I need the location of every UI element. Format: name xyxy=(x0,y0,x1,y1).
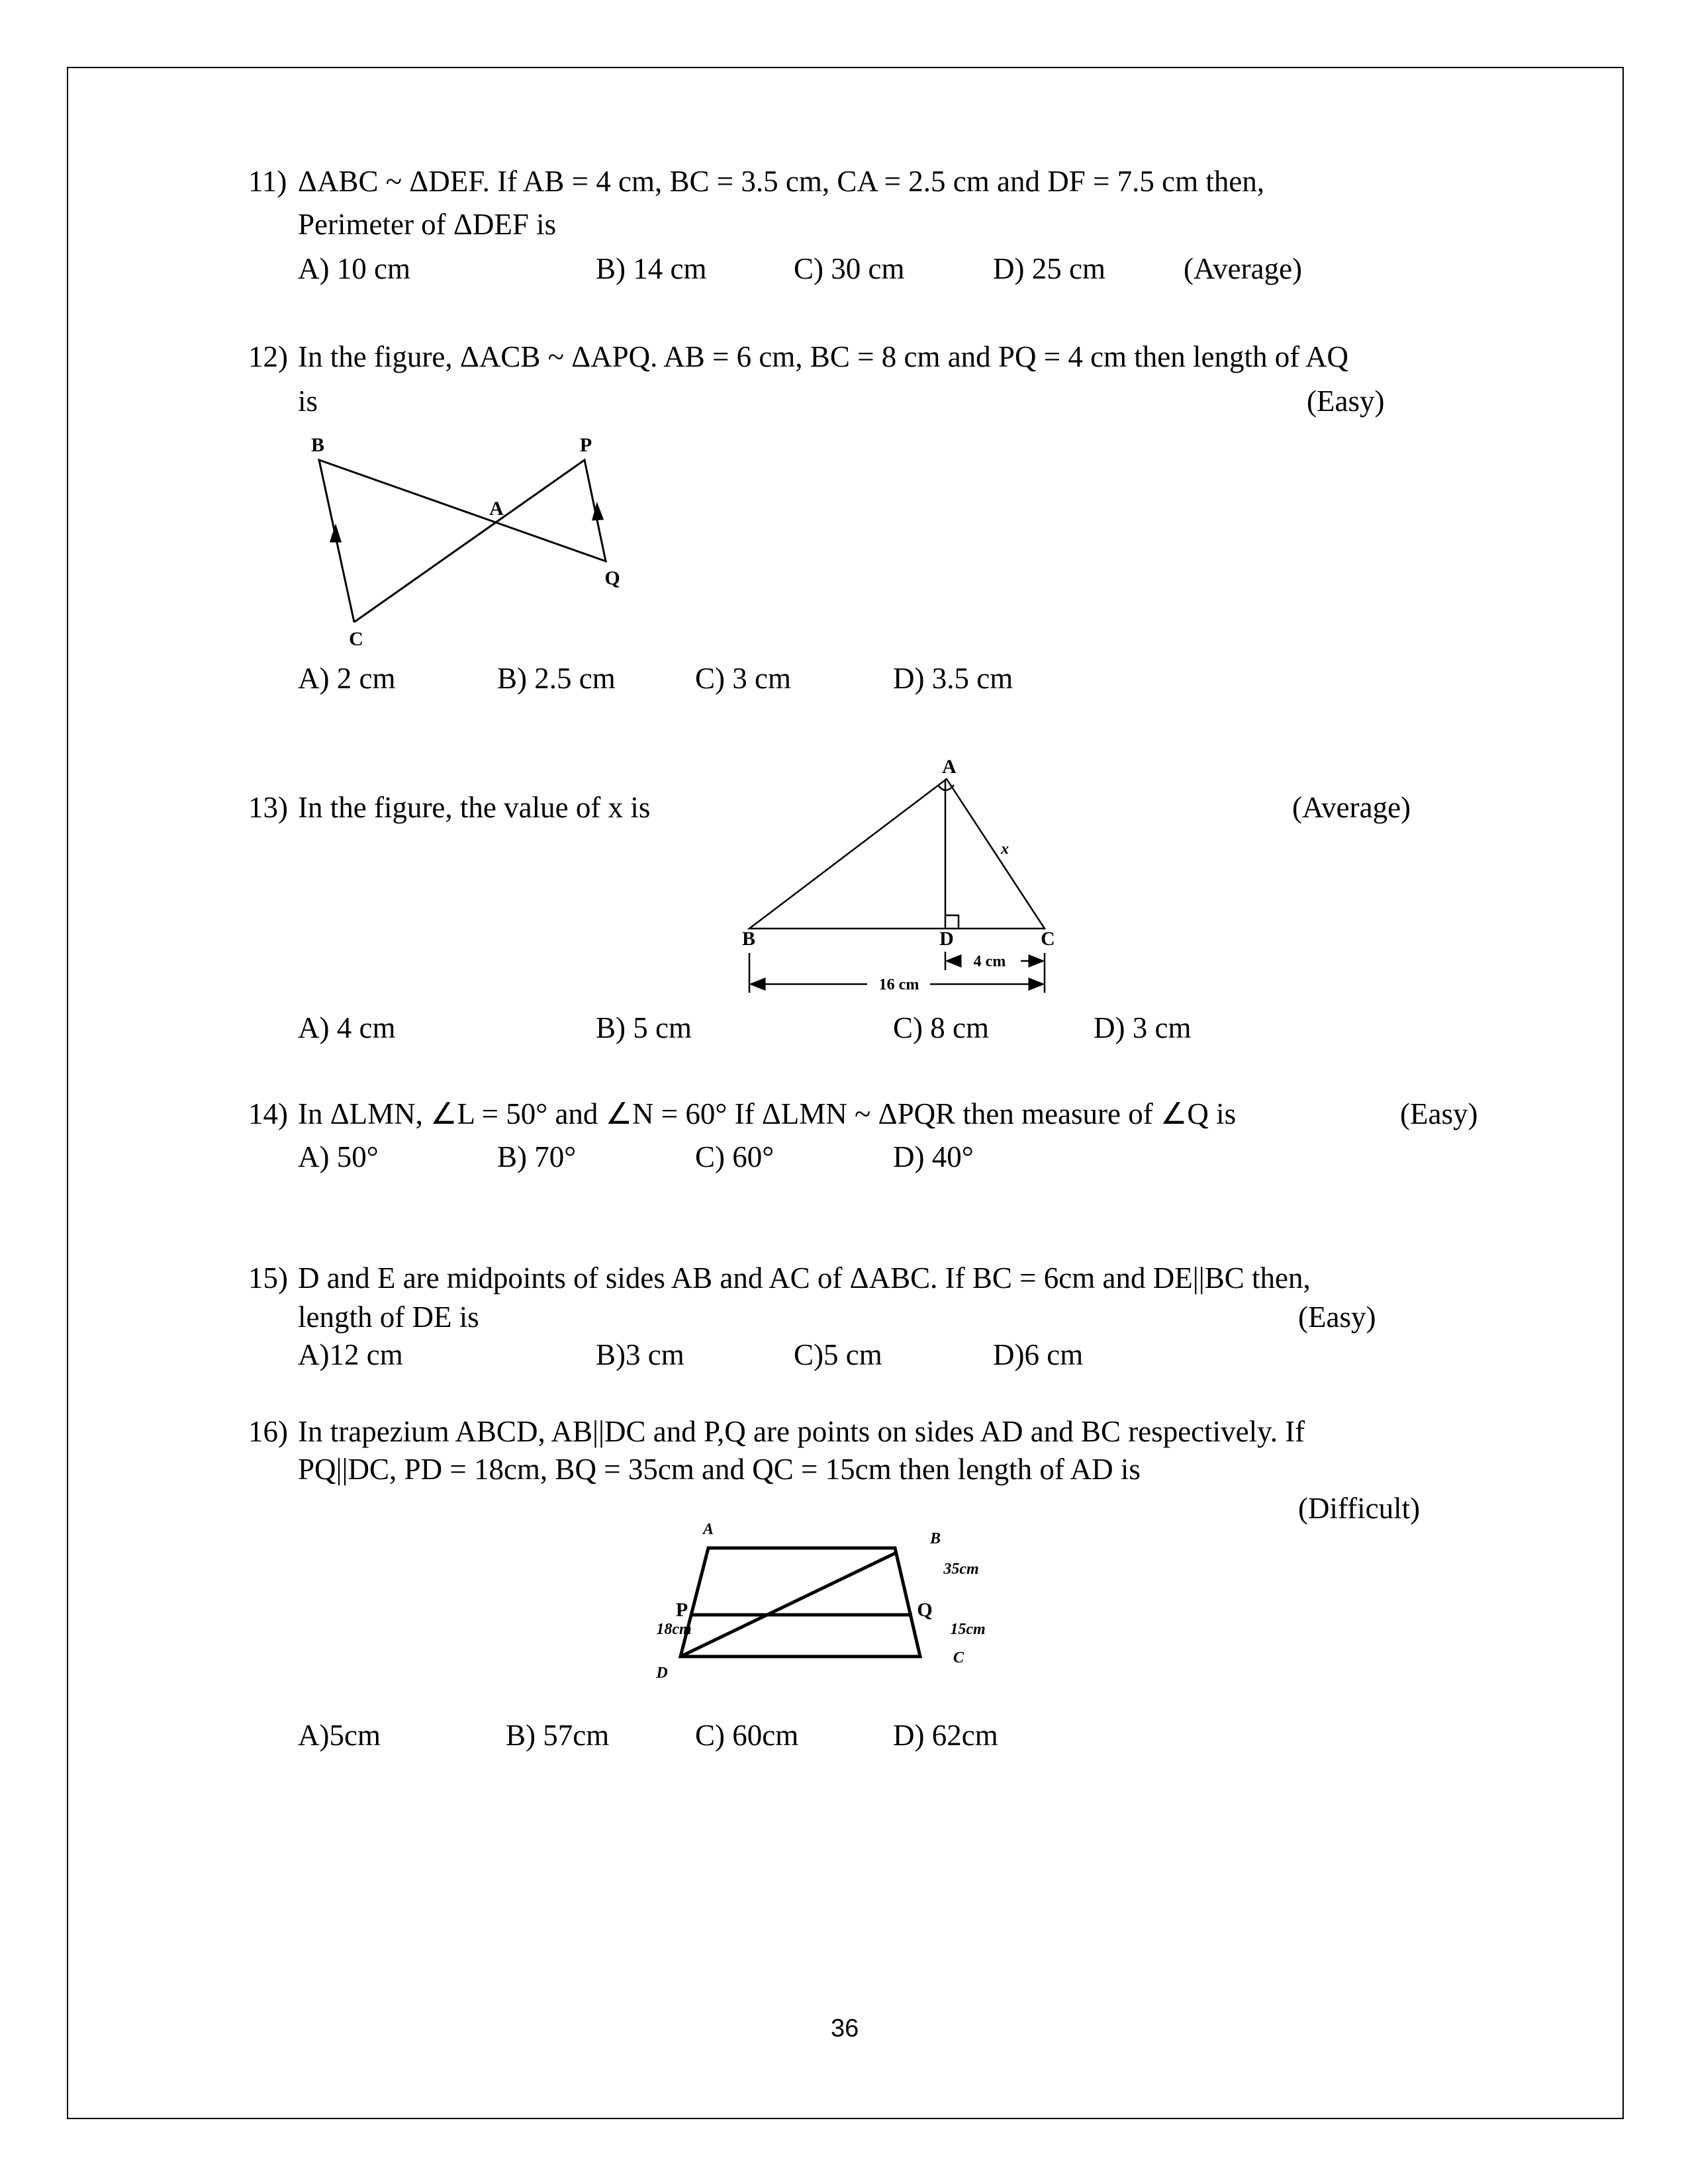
q13-label-16cm: 16 cm xyxy=(878,976,919,993)
q11-option-b: B) 14 cm xyxy=(596,252,707,285)
q13-label-b: B xyxy=(741,928,756,950)
q14-option-c: C) 60° xyxy=(695,1140,774,1173)
q12-label-a: A xyxy=(489,498,504,520)
q13-label-a: A xyxy=(942,756,957,778)
q11-text-line2: Perimeter of ΔDEF is xyxy=(298,208,557,241)
q12-option-d: D) 3.5 cm xyxy=(893,662,1013,695)
q11-difficulty: (Average) xyxy=(1184,252,1303,285)
q15-option-b: B)3 cm xyxy=(596,1338,684,1371)
q15-option-c: C)5 cm xyxy=(794,1338,882,1371)
q12-option-a: A) 2 cm xyxy=(298,662,396,695)
q14-text: In ΔLMN, ∠L = 50° and ∠N = 60° If ΔLMN ~ ΔPQR then measure of ∠Q is xyxy=(298,1097,1237,1130)
q12-option-c: C) 3 cm xyxy=(695,662,791,695)
q12-text-line1: In the figure, ΔACB ~ ΔAPQ. AB = 6 cm, BC = 8 cm and PQ = 4 cm then length of AQ xyxy=(298,340,1348,373)
q16-option-c: C) 60cm xyxy=(695,1719,799,1752)
q12-number: 12) xyxy=(248,340,288,373)
q13-option-b: B) 5 cm xyxy=(596,1011,692,1044)
q16-label-p: P xyxy=(675,1599,688,1621)
q16-difficulty: (Difficult) xyxy=(1298,1492,1421,1525)
q11-option-d: D) 25 cm xyxy=(993,252,1105,285)
q12-label-b: B xyxy=(310,434,325,456)
q13-text: In the figure, the value of x is xyxy=(298,791,651,824)
q11-option-c: C) 30 cm xyxy=(794,252,905,285)
q15-number: 15) xyxy=(248,1261,288,1295)
page-number: 36 xyxy=(831,2015,859,2042)
q14-number: 14) xyxy=(248,1097,288,1130)
q14-option-b: B) 70° xyxy=(497,1140,577,1173)
q13-label-c: C xyxy=(1041,928,1055,950)
q13-label-d: D xyxy=(939,928,954,950)
q16-label-15cm: 15cm xyxy=(950,1621,986,1638)
q12-label-c: C xyxy=(349,628,363,650)
q11-text-line1: ΔABC ~ ΔDEF. If AB = 4 cm, BC = 3.5 cm, CA = 2.5 cm and DF = 7.5 cm then, xyxy=(298,165,1265,198)
q16-label-35cm: 35cm xyxy=(943,1561,979,1578)
q16-label-d: D xyxy=(656,1664,668,1682)
q15-difficulty: (Easy) xyxy=(1298,1300,1376,1334)
q14-option-a: A) 50° xyxy=(298,1140,379,1173)
q12-option-b: B) 2.5 cm xyxy=(497,662,616,695)
q15-text-line2: length of DE is xyxy=(298,1300,479,1334)
q13-option-a: A) 4 cm xyxy=(298,1011,396,1044)
q12-label-p: P xyxy=(579,434,592,456)
q16-label-b: B xyxy=(929,1530,941,1547)
q12-text-line2: is xyxy=(298,385,318,418)
q16-option-d: D) 62cm xyxy=(893,1719,998,1752)
q15-option-a: A)12 cm xyxy=(298,1338,403,1371)
q16-option-b: B) 57cm xyxy=(506,1719,610,1752)
q13-option-d: D) 3 cm xyxy=(1094,1011,1192,1044)
q16-label-q: Q xyxy=(917,1599,933,1621)
q12-label-q: Q xyxy=(604,567,620,589)
q13-label-x: x xyxy=(1001,841,1009,858)
q16-figure xyxy=(680,1548,920,1657)
q11-option-a: A) 10 cm xyxy=(298,252,410,285)
q16-text-line1: In trapezium ABCD, AB||DC and P,Q are points on sides AD and BC respectively. If xyxy=(298,1415,1305,1448)
q12-difficulty: (Easy) xyxy=(1307,385,1385,418)
q16-label-18cm: 18cm xyxy=(656,1621,692,1638)
q13-option-c: C) 8 cm xyxy=(893,1011,989,1044)
q16-option-a: A)5cm xyxy=(298,1719,381,1752)
q12-figure xyxy=(319,460,606,622)
q15-option-d: D)6 cm xyxy=(993,1338,1084,1371)
q16-label-c: C xyxy=(953,1649,964,1666)
q13-label-4cm: 4 cm xyxy=(973,953,1006,970)
q13-number: 13) xyxy=(248,791,288,824)
q14-difficulty: (Easy) xyxy=(1400,1097,1478,1130)
q15-text-line1: D and E are midpoints of sides AB and AC of ΔABC. If BC = 6cm and DE||BC then, xyxy=(298,1261,1311,1295)
q14-option-d: D) 40° xyxy=(893,1140,974,1173)
q16-text-line2: PQ||DC, PD = 18cm, BQ = 35cm and QC = 15cm then length of AD is xyxy=(298,1453,1141,1486)
q16-label-a: A xyxy=(702,1521,714,1538)
q16-number: 16) xyxy=(248,1415,288,1448)
q13-difficulty: (Average) xyxy=(1292,791,1411,824)
q11-number: 11) xyxy=(248,165,287,198)
